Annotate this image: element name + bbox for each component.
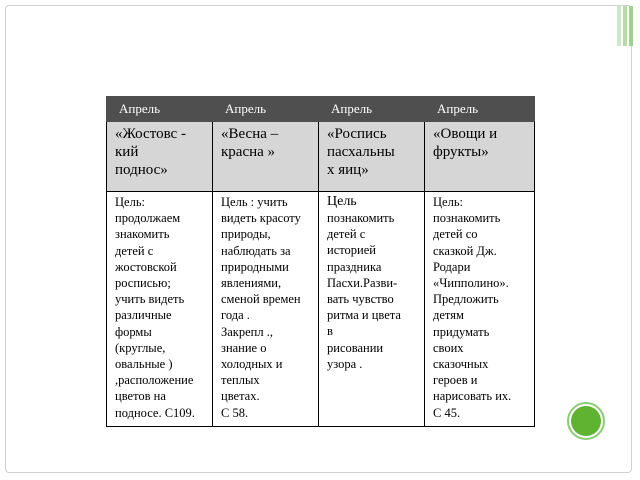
cell-line: детей с [115,243,154,258]
table-header-row [107,97,535,122]
cell-line: С 58. [221,405,249,420]
cell-line: жостовской [115,259,177,274]
cell-line: Цель : учить [221,195,288,209]
cell-line: «Овощи и [433,126,498,142]
cell-line: придумать [433,324,490,339]
cell-line: детям [433,308,464,323]
cell-line: познакомить [327,211,395,225]
header-cell: Апрель [425,97,535,122]
cell-line: С 45. [433,405,461,420]
goal-cell [107,192,213,427]
cell-line: сказочных [433,357,489,372]
cell-line: фрукты» [433,144,489,160]
cell-line: Предложить [433,292,499,307]
cell-line: своих [433,340,464,355]
corner-stripes-decoration [617,6,635,46]
cell-line: нарисовать их. [433,389,512,404]
cell-line: детей с [327,227,366,242]
cell-line: «Жостовс - [115,126,186,142]
cell-line: «Чипполино». [433,276,509,291]
cell-line: продолжаем [115,211,181,226]
cell-line: ритма и цвета [327,308,401,323]
topic-cell [425,122,535,192]
cell-line: «Роспись [327,126,387,142]
cell-line: ,расположение [115,373,194,388]
cell-line: явлениями, [221,276,282,291]
topic-cell [107,122,213,192]
cell-line: видеть красоту [221,211,301,226]
cell-line: природы, [221,227,271,242]
goal-cell [213,192,319,427]
cell-line: подносе. С109. [115,405,195,420]
goal-cell [425,192,535,427]
header-cell: Апрель [319,97,425,122]
cell-line: холодных и [221,357,283,372]
cell-line: кий [115,144,139,160]
cell-line: Закрепл ., [221,324,273,339]
cell-line: знакомить [115,227,170,242]
cell-line: сменой времен [221,292,301,307]
cell-line: года . [221,308,250,323]
goal-row [107,192,535,427]
cell-line: (круглые, [115,340,166,355]
lesson-plan-table [106,96,535,427]
cell-line: узора . [327,356,363,371]
cell-line: Цель: [115,195,145,209]
cell-line: детей со [433,227,478,242]
cell-line: героев и [433,373,478,388]
cell-line: овальные ) [115,357,173,372]
cell-line: цветов на [115,389,166,404]
cell-line: сказкой Дж. [433,243,497,258]
cell-line: рисовании [327,340,384,355]
cell-line: Родари [433,259,471,274]
cell-line: «Весна – [221,126,279,142]
cell-line: х яиц» [327,162,369,178]
cell-line: Пасхи.Разви- [327,275,398,290]
cell-line: Цель [327,194,357,209]
topic-cell [213,122,319,192]
cell-line: пасхальны [327,144,395,160]
topic-cell [319,122,425,192]
header-cell: Апрель [213,97,319,122]
green-dot-decoration [571,406,601,436]
cell-line: праздника [327,259,382,274]
cell-line: природными [221,259,289,274]
header-cell: Апрель [107,97,213,122]
cell-line: наблюдать за [221,243,291,258]
cell-line: учить видеть [115,292,185,307]
cell-line: росписью; [115,276,171,291]
cell-line: различные [115,308,172,323]
cell-line: историей [327,243,376,258]
cell-line: познакомить [433,211,501,226]
topic-row [107,122,535,192]
cell-line: вать чувство [327,292,394,307]
goal-cell [319,192,425,427]
cell-line: цветах. [221,389,260,404]
cell-line: теплых [221,373,260,388]
cell-line: Цель: [433,195,463,209]
cell-line: формы [115,324,152,339]
cell-line: знание о [221,340,267,355]
cell-line: поднос» [115,162,168,178]
cell-line: в [327,324,333,339]
cell-line: красна » [221,144,276,160]
